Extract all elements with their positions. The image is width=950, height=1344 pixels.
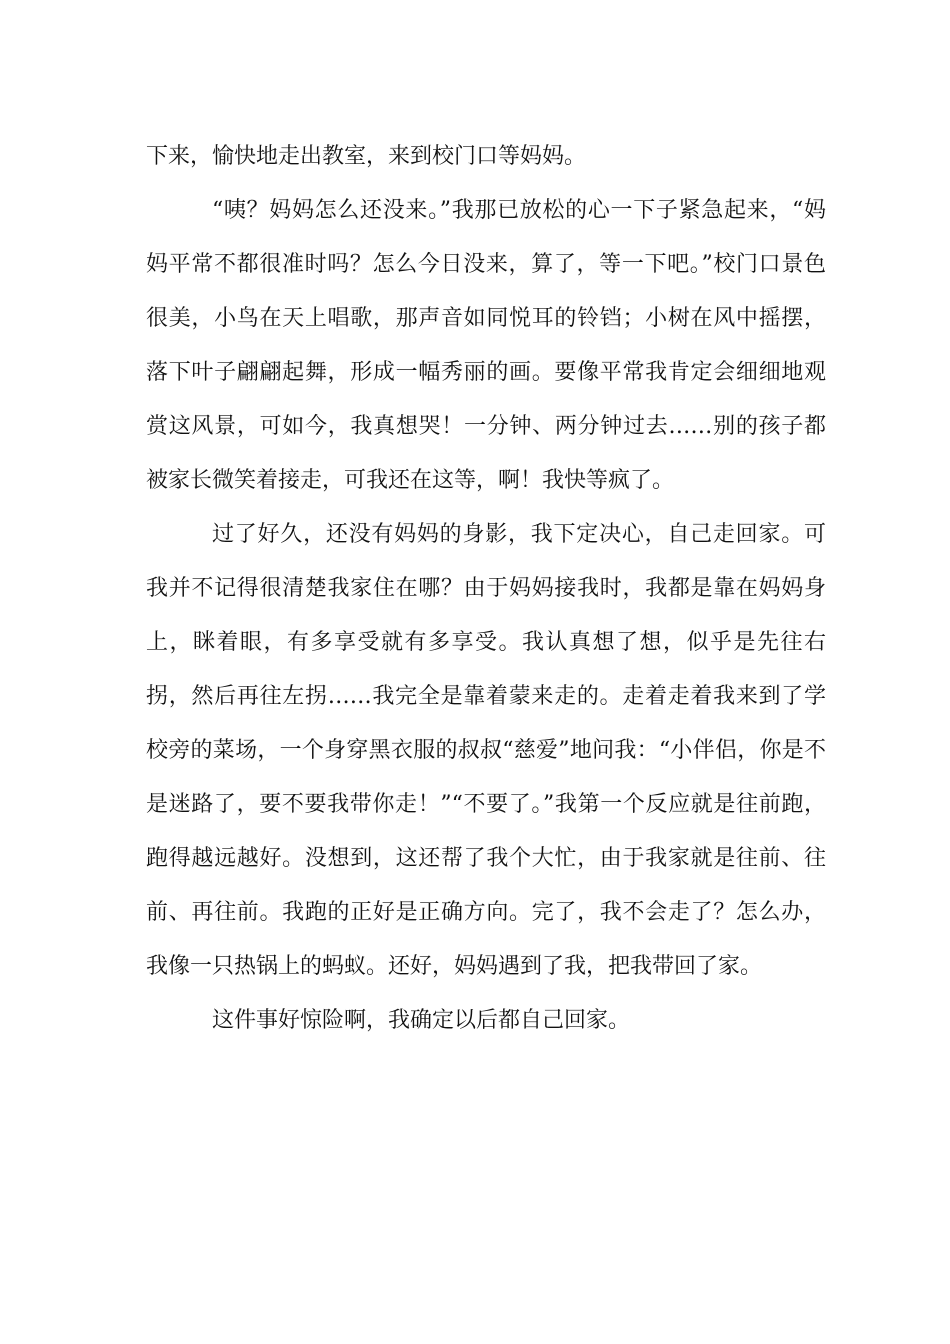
paragraph-continuation: 下来，愉快地走出教室，来到校门口等妈妈。 [146,144,587,169]
paragraph-waiting-at-gate: “咦？妈妈怎么还没来。”我那已放松的心一下子紧急起来，“妈妈平常不都很准时吗？怎么今日没来，算了，等一下吧。”校门口景色很美，小鸟在天上唱歌，那声音如同悦耳的铃铛；小树在风中摇摆，落下叶子翩翩起舞，形成一幅秀丽的画。要像平常我肯定会细细地观赏这风景，可如今，我真想哭！一分钟、两分钟过去……别的孩子都被家长微笑着接走，可我还在这等，啊！我快等疯了。 [146,198,826,493]
paragraph-walking-home: 过了好久，还没有妈妈的身影，我下定决心，自己走回家。可我并不记得很清楚我家住在哪？由于妈妈接我时，我都是靠在妈妈身上，眯着眼，有多享受就有多享受。我认真想了想，似乎是先往右拐，然后再往左拐……我完全是靠着蒙来走的。走着走着我来到了学校旁的菜场，一个身穿黑衣服的叔叔“慈爱”地问我：“小伴侣，你是不是迷路了，要不要我带你走！”“不要了。”我第一个反应就是往前跑，跑得越远越好。没想到，这还帮了我个大忙，由于我家就是往前、往前、再往前。我跑的正好是正确方向。完了，我不会走了？怎么办，我像一只热锅上的蚂蚁。还好，妈妈遇到了我，把我带回了家。 [146,522,826,979]
paragraph-conclusion: 这件事好惊险啊，我确定以后都自己回家。 [212,1008,631,1033]
body-text [146,130,826,1048]
